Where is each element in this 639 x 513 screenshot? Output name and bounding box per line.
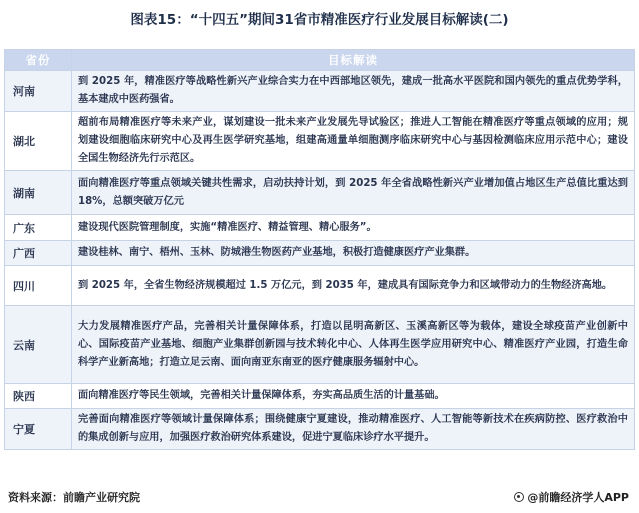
goal-cell: 建设桂林、南宁、梧州、玉林、防城港生物医药产业基地，积极打造健康医疗产业集群。: [72, 241, 635, 266]
table-row: [5, 384, 635, 409]
province-cell: 陕西: [5, 384, 72, 409]
header-goal: 目标解读: [72, 50, 635, 71]
goal-cell: 面向精准医疗等民生领域，完善相关计量保障体系，夯实高品质生活的计量基础。: [72, 384, 635, 409]
brand-credit: [514, 489, 629, 505]
goal-cell: 超前布局精准医疗等未来产业，谋划建设一批未来产业发展先导试验区；推进人工智能在精准医疗等重点领域的应用；规划建设细胞临床研究中心及再生医学研究基地，组建高通量单细胞测序临床研究中心与基因检测临床应用示范中心；建设全国生物经济先行示范区。: [72, 112, 635, 171]
brand-logo-icon: [514, 492, 524, 502]
province-cell: 湖北: [5, 112, 72, 171]
goals-table: [4, 49, 635, 450]
table-header-row: [5, 50, 635, 71]
source-note: 资料来源：前瞻产业研究院: [8, 491, 140, 504]
table-row: [5, 266, 635, 306]
table-row: [5, 215, 635, 241]
province-cell: 广西: [5, 241, 72, 266]
table-row: [5, 241, 635, 266]
chart-title: 图表15：“十四五”期间31省市精准医疗行业发展目标解读(二): [130, 12, 509, 28]
header-province: 省份: [5, 50, 72, 71]
table-row: [5, 112, 635, 171]
province-cell: 河南: [5, 71, 72, 112]
goal-cell: 完善面向精准医疗等领域计量保障体系；围绕健康宁夏建设，推动精准医疗、人工智能等新技术在疾病防控、医疗救治中的集成创新与应用，加强医疗救治研究体系建设，促进宁夏临床诊疗水平提升。: [72, 409, 635, 450]
table-row: [5, 409, 635, 450]
province-cell: 四川: [5, 266, 72, 306]
province-cell: 宁夏: [5, 409, 72, 450]
goal-cell: 大力发展精准医疗产品，完善相关计量保障体系，打造以昆明高新区、玉溪高新区等为载体，建设全球疫苗产业创新中心、国际疫苗产业基地、细胞产业集群创新园与技术转化中心、人体再生医学应用研究中心、精准医疗产业园，打造生命科学产业新高地；打造立足云南、面向南亚东南亚的医疗健康服务辐射中心。: [72, 306, 635, 384]
table-row: [5, 171, 635, 215]
province-cell: 云南: [5, 306, 72, 384]
table-row: [5, 71, 635, 112]
goal-cell: 到 2025 年，全省生物经济规模超过 1.5 万亿元，到 2035 年，建成具有国际竞争力和区域带动力的生物经济高地。: [72, 266, 635, 306]
table-row: [5, 306, 635, 384]
goal-cell: 面向精准医疗等重点领域关键共性需求，启动扶持计划，到 2025 年全省战略性新兴产业增加值占地区生产总值比重达到 18%，总额突破万亿元: [72, 171, 635, 215]
province-cell: 广东: [5, 215, 72, 241]
goal-cell: 到 2025 年，精准医疗等战略性新兴产业综合实力在中西部地区领先，建成一批高水平医院和国内领先的重点优势学科，基本建成中医药强省。: [72, 71, 635, 112]
province-cell: 湖南: [5, 171, 72, 215]
goal-cell: 建设现代医院管理制度，实施“精准医疗、精益管理、精心服务”。: [72, 215, 635, 241]
brand-label: @前瞻经济学人APP: [527, 491, 629, 504]
